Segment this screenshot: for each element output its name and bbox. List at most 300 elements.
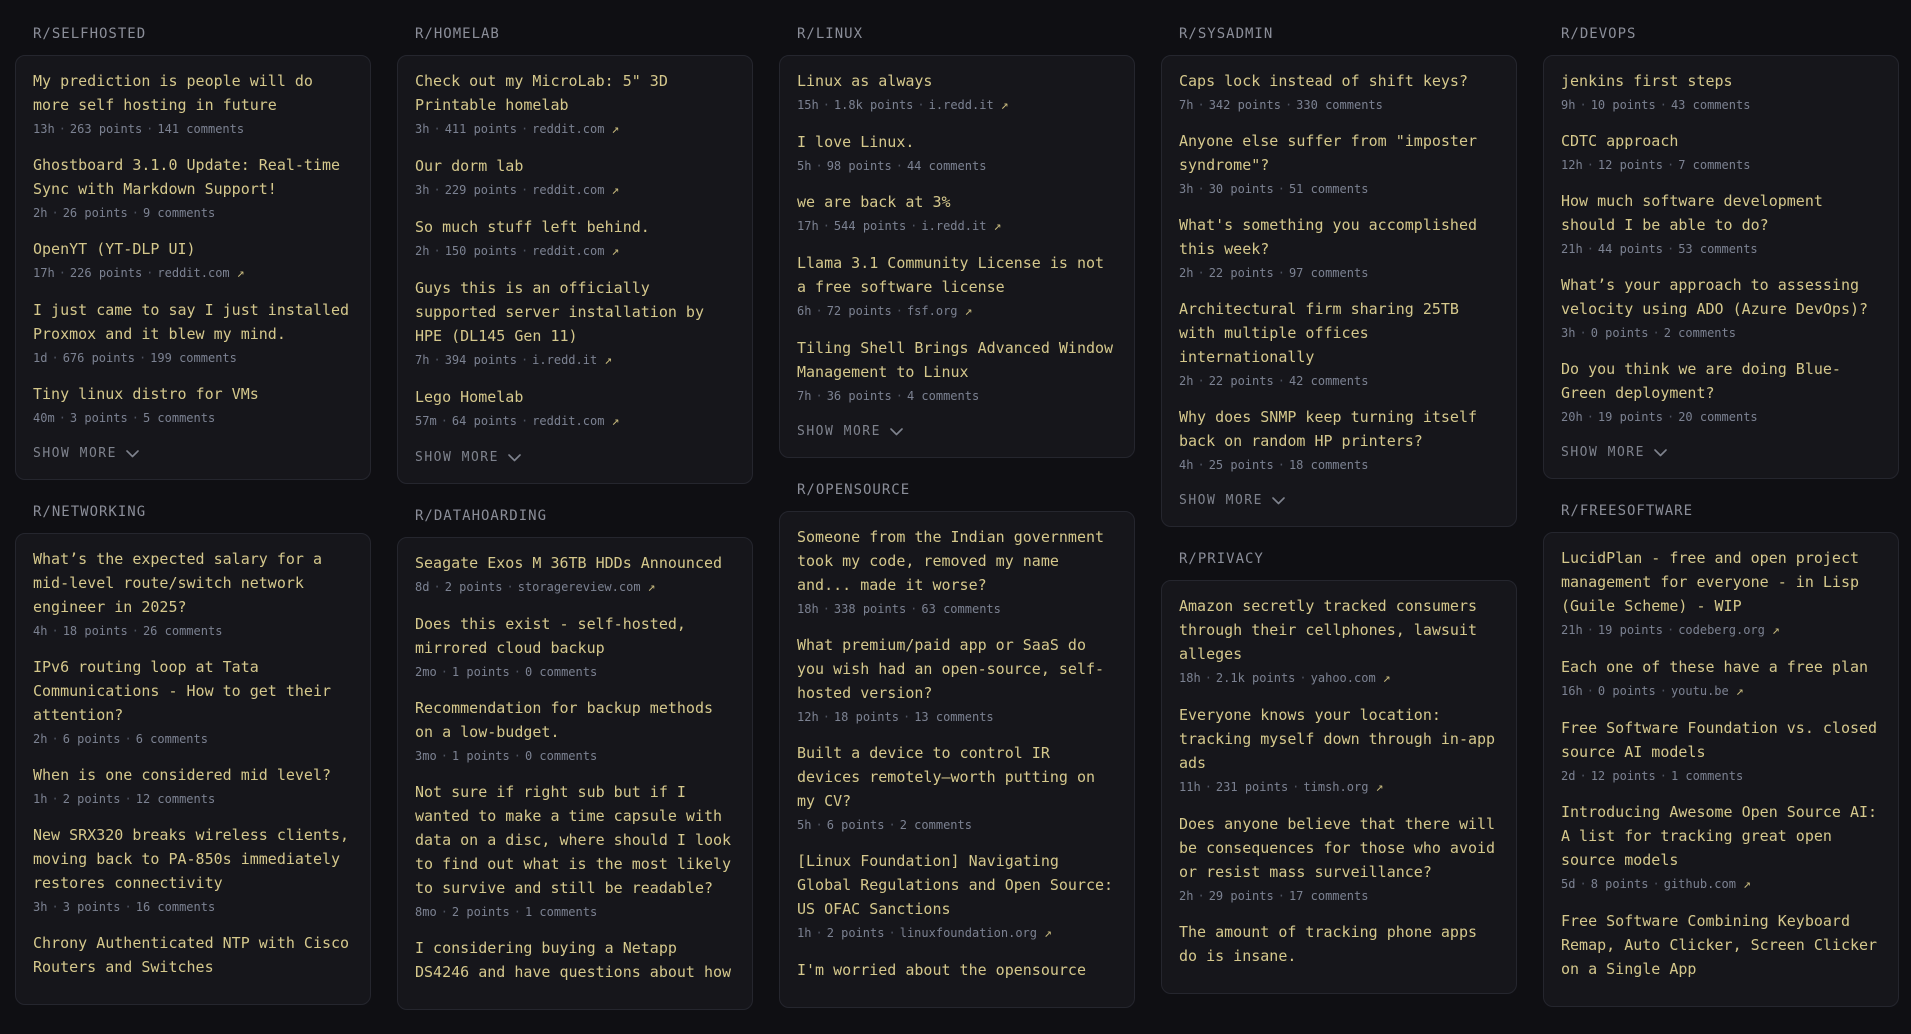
- post-title[interactable]: Anyone else suffer from "imposter syndrome"?: [1179, 132, 1478, 174]
- meta-separator: ·: [1197, 458, 1205, 472]
- post-domain-link[interactable]: reddit.com: [532, 122, 605, 136]
- external-link-icon: ↗: [647, 580, 656, 595]
- post-points: 2 points: [444, 580, 503, 594]
- post-comments-link[interactable]: 141 comments: [157, 122, 245, 136]
- post-points: 2.1k points: [1215, 671, 1296, 685]
- post-age: 17h: [33, 266, 55, 280]
- post-title[interactable]: Does this exist - self-hosted, mirrored cloud backup: [415, 615, 686, 657]
- post-title[interactable]: OpenYT (YT-DLP UI): [33, 240, 196, 258]
- post-title[interactable]: Does anyone believe that there will be consequences for those who avoid or resist mass surveillance?: [1179, 815, 1496, 881]
- post-comments-link[interactable]: 18 comments: [1288, 458, 1369, 472]
- post-meta: [797, 921, 1117, 946]
- post-meta: [415, 575, 735, 600]
- post: [1561, 716, 1881, 788]
- show-more-label: SHOW MORE: [1561, 445, 1645, 460]
- post-meta: [1179, 369, 1499, 393]
- external-link-icon: ↗: [1735, 684, 1744, 699]
- post-comments-link[interactable]: 13 comments: [914, 710, 994, 724]
- meta-separator: ·: [815, 926, 823, 940]
- post-points: 30 points: [1208, 182, 1274, 196]
- post-domain-link[interactable]: linuxfoundation.org: [899, 926, 1037, 940]
- meta-separator: ·: [917, 98, 925, 112]
- meta-separator: ·: [1299, 671, 1307, 685]
- meta-separator: ·: [131, 206, 139, 220]
- post-title[interactable]: When is one considered mid level?: [33, 766, 332, 784]
- meta-separator: ·: [433, 244, 441, 258]
- meta-separator: ·: [1204, 671, 1212, 685]
- post-age: 4h: [33, 624, 48, 638]
- external-link-icon: ↗: [1742, 877, 1751, 892]
- post-comments-link[interactable]: 0 comments: [524, 665, 598, 679]
- post-age: 1h: [33, 792, 48, 806]
- meta-separator: ·: [1197, 374, 1205, 388]
- post: [415, 696, 735, 768]
- meta-separator: ·: [124, 900, 132, 914]
- post-title[interactable]: Everyone knows your location: tracking myself down through in-app ads: [1179, 706, 1496, 772]
- post-age: 20h: [1561, 410, 1583, 424]
- post-title[interactable]: IPv6 routing loop at Tata Communications - How to get their attention?: [33, 658, 332, 724]
- post-title[interactable]: Our dorm lab: [415, 157, 524, 175]
- post-points: 544 points: [833, 219, 907, 233]
- subreddit-section: [397, 26, 753, 484]
- post: [797, 336, 1117, 408]
- post-age: 11h: [1179, 780, 1201, 794]
- meta-separator: ·: [910, 602, 918, 616]
- post-age: 18h: [1179, 671, 1201, 685]
- meta-separator: ·: [1659, 98, 1667, 112]
- post-title[interactable]: Why does SNMP keep turning itself back on random HP printers?: [1179, 408, 1478, 450]
- post-meta: [1179, 453, 1499, 477]
- post-title[interactable]: Ghostboard 3.1.0 Update: Real-time Sync with Markdown Support!: [33, 156, 341, 198]
- meta-separator: ·: [146, 122, 154, 136]
- show-more-label: SHOW MORE: [797, 424, 881, 439]
- post: [1179, 129, 1499, 201]
- post-title[interactable]: What premium/paid app or SaaS do you wish had an open-source, self-hosted version?: [797, 636, 1105, 702]
- post-points: 1 points: [451, 749, 510, 763]
- meta-separator: ·: [58, 266, 66, 280]
- meta-separator: ·: [895, 304, 903, 318]
- post-title[interactable]: Guys this is an officially supported server installation by HPE (DL145 Gen 11): [415, 279, 704, 345]
- meta-separator: ·: [1277, 889, 1285, 903]
- post: [1179, 703, 1499, 800]
- post-title[interactable]: Linux as always: [797, 72, 933, 90]
- chevron-down-icon: [890, 428, 903, 436]
- post-comments-link[interactable]: 2 comments: [1663, 326, 1736, 340]
- post-title[interactable]: The amount of tracking phone apps do is insane.: [1179, 923, 1478, 965]
- post-title[interactable]: [Linux Foundation] Navigating Global Regulations and Open Source: US OFAC Sanctions: [797, 852, 1114, 918]
- post-comments-link[interactable]: 6 comments: [135, 732, 208, 746]
- post-meta: [1561, 618, 1881, 643]
- post-comments-link[interactable]: 5 comments: [142, 411, 216, 425]
- show-more-label: SHOW MORE: [33, 446, 117, 461]
- post-comments-link[interactable]: 330 comments: [1296, 98, 1383, 112]
- post-age: 2h: [1179, 266, 1194, 280]
- post-title[interactable]: So much stuff left behind.: [415, 218, 650, 236]
- post-title[interactable]: I just came to say I just installed Proxmox and it blew my mind.: [33, 301, 350, 343]
- feed-column: [779, 26, 1135, 1032]
- meta-separator: ·: [895, 389, 903, 403]
- post: [1561, 546, 1881, 643]
- subreddit-section: [1161, 26, 1517, 527]
- post-title[interactable]: Do you think we are doing Blue-Green deployment?: [1561, 360, 1841, 402]
- meta-separator: ·: [51, 206, 59, 220]
- post-points: 8 points: [1590, 877, 1649, 891]
- post-domain-link[interactable]: storagereview.com: [517, 580, 641, 594]
- post: [33, 823, 353, 919]
- post-points: 394 points: [444, 353, 517, 367]
- post-meta: [1179, 261, 1499, 285]
- subreddit-header: R/LINUX: [797, 26, 864, 42]
- post-card: [1543, 55, 1899, 479]
- post-meta: [797, 813, 1117, 837]
- external-link-icon: ↗: [1382, 671, 1391, 686]
- post-domain-link[interactable]: youtu.be: [1670, 684, 1729, 698]
- post-title[interactable]: Recommendation for backup methods on a low-budget.: [415, 699, 714, 741]
- meta-separator: ·: [513, 749, 521, 763]
- post-title[interactable]: I love Linux.: [797, 133, 915, 151]
- post-title[interactable]: LucidPlan - free and open project management for everyone - in Lisp (Guile Scheme) - WIP: [1561, 549, 1860, 615]
- post: [797, 69, 1117, 118]
- meta-separator: ·: [815, 159, 823, 173]
- meta-separator: ·: [888, 818, 896, 832]
- post-title[interactable]: What’s your approach to assessing velocity using ADO (Azure DevOps)?: [1561, 276, 1869, 318]
- post-points: 26 points: [62, 206, 128, 220]
- meta-separator: ·: [440, 905, 448, 919]
- post: [33, 655, 353, 751]
- post-meta: [1179, 884, 1499, 908]
- post-meta: [1179, 177, 1499, 201]
- post-domain-link[interactable]: reddit.com: [532, 244, 605, 258]
- meta-separator: ·: [815, 818, 823, 832]
- post-card: [15, 533, 371, 1005]
- post: [1561, 189, 1881, 261]
- subreddit-section: [397, 508, 753, 1010]
- post-comments-link[interactable]: 63 comments: [921, 602, 1001, 616]
- meta-separator: ·: [58, 122, 66, 136]
- post-meta: [797, 384, 1117, 408]
- post: [1179, 812, 1499, 908]
- meta-separator: ·: [1197, 889, 1205, 903]
- post-meta: [1561, 872, 1881, 897]
- post-card: [1543, 532, 1899, 1007]
- post-title[interactable]: Someone from the Indian government took my code, removed my name and... made it worse?: [797, 528, 1105, 594]
- post-domain-link[interactable]: reddit.com: [157, 266, 230, 280]
- post-title[interactable]: Tiny linux distro for VMs: [33, 385, 259, 403]
- meta-separator: ·: [124, 792, 132, 806]
- post-comments-link[interactable]: 51 comments: [1288, 182, 1369, 196]
- meta-separator: ·: [433, 580, 441, 594]
- post-domain-link[interactable]: fsf.org: [906, 304, 958, 318]
- external-link-icon: ↗: [611, 122, 620, 137]
- post-points: 6 points: [62, 732, 121, 746]
- post-meta: [33, 727, 353, 751]
- post-title[interactable]: Introducing Awesome Open Source AI: A list for tracking great open source models: [1561, 803, 1878, 869]
- post-points: 2 points: [62, 792, 121, 806]
- post-meta: [797, 705, 1117, 729]
- meta-separator: ·: [440, 749, 448, 763]
- post-card: [779, 511, 1135, 1008]
- subreddit-section: [1543, 26, 1899, 479]
- post: [797, 190, 1117, 239]
- post-age: 6h: [797, 304, 812, 318]
- post-age: 3mo: [415, 749, 437, 763]
- show-more-button[interactable]: [1179, 489, 1285, 513]
- post-comments-link[interactable]: 12 comments: [135, 792, 216, 806]
- meta-separator: ·: [433, 183, 441, 197]
- post-card: [779, 55, 1135, 458]
- meta-separator: ·: [1292, 780, 1300, 794]
- meta-separator: ·: [51, 351, 59, 365]
- post-meta: [1561, 237, 1881, 261]
- post-meta: [415, 348, 735, 373]
- post-age: 1d: [33, 351, 48, 365]
- post-points: 1 points: [451, 665, 510, 679]
- post-meta: [797, 214, 1117, 239]
- post-title[interactable]: Llama 3.1 Community License is not a free software license: [797, 254, 1105, 296]
- subreddit-header: R/HOMELAB: [415, 26, 500, 42]
- meta-separator: ·: [815, 389, 823, 403]
- subreddit-header: R/PRIVACY: [1179, 551, 1264, 567]
- post-points: 231 points: [1215, 780, 1289, 794]
- post: [1179, 213, 1499, 285]
- post-title[interactable]: New SRX320 breaks wireless clients, moving back to PA-850s immediately restores connectivity: [33, 826, 350, 892]
- post-meta: [33, 619, 353, 643]
- post-age: 2h: [33, 206, 48, 220]
- post: [415, 551, 735, 600]
- post-age: 2h: [1179, 889, 1194, 903]
- post-age: 15h: [797, 98, 819, 112]
- post-age: 3h: [415, 122, 430, 136]
- post-points: 0 points: [1590, 326, 1649, 340]
- post-age: 4h: [1179, 458, 1194, 472]
- post: [797, 130, 1117, 178]
- post-meta: [415, 117, 735, 142]
- post-domain-link[interactable]: reddit.com: [532, 414, 605, 428]
- post-card: [397, 537, 753, 1010]
- post-comments-link[interactable]: 4 comments: [906, 389, 980, 403]
- post-meta: [1561, 679, 1881, 704]
- post: [797, 525, 1117, 621]
- post-meta: [797, 154, 1117, 178]
- meta-separator: ·: [1586, 158, 1594, 172]
- post-card: [15, 55, 371, 480]
- post-age: 17h: [797, 219, 819, 233]
- post-title[interactable]: What's something you accomplished this week?: [1179, 216, 1478, 258]
- post-points: 12 points: [1597, 158, 1663, 172]
- meta-separator: ·: [433, 353, 441, 367]
- post-meta: [1561, 153, 1881, 177]
- post-title[interactable]: Each one of these have a free plan: [1561, 658, 1869, 676]
- post-points: 44 points: [1597, 242, 1663, 256]
- show-more-button[interactable]: [1561, 441, 1667, 465]
- post-domain-link[interactable]: i.redd.it: [532, 353, 598, 367]
- post-meta: [1561, 321, 1881, 345]
- external-link-icon: ↗: [611, 244, 620, 259]
- post-title[interactable]: Free Software Combining Keyboard Remap, Auto Clicker, Screen Clicker on a Single App: [1561, 912, 1878, 978]
- subreddit-section: [15, 26, 371, 480]
- meta-separator: ·: [520, 183, 529, 197]
- post-meta: [33, 406, 353, 430]
- post-comments-link[interactable]: 2 comments: [899, 818, 972, 832]
- post-title[interactable]: Seagate Exos M 36TB HDDs Announced: [415, 554, 723, 572]
- show-more-button[interactable]: [797, 420, 903, 444]
- post-title[interactable]: Tiling Shell Brings Advanced Window Management to Linux: [797, 339, 1114, 381]
- post-title[interactable]: What’s the expected salary for a mid-level route/switch network engineer in 2025?: [33, 550, 322, 616]
- post-domain-link[interactable]: i.redd.it: [928, 98, 994, 112]
- post-title[interactable]: jenkins first steps: [1561, 72, 1733, 90]
- meta-separator: ·: [1659, 769, 1667, 783]
- post-age: 3h: [1179, 182, 1194, 196]
- post-points: 263 points: [69, 122, 143, 136]
- post-comments-link[interactable]: 16 comments: [135, 900, 216, 914]
- post: [415, 385, 735, 434]
- post-domain-link[interactable]: i.redd.it: [921, 219, 987, 233]
- post: [33, 382, 353, 430]
- post-comments-link[interactable]: 42 comments: [1288, 374, 1369, 388]
- meta-separator: ·: [895, 159, 903, 173]
- post-age: 8mo: [415, 905, 437, 919]
- meta-separator: ·: [58, 411, 66, 425]
- subreddit-header: R/DEVOPS: [1561, 26, 1637, 42]
- meta-separator: ·: [1579, 326, 1587, 340]
- meta-separator: ·: [51, 900, 59, 914]
- post-comments-link[interactable]: 199 comments: [150, 351, 237, 365]
- post-title[interactable]: Built a device to control IR devices remotely—worth putting on my CV?: [797, 744, 1096, 810]
- show-more-button[interactable]: [33, 442, 139, 466]
- meta-separator: ·: [1586, 684, 1594, 698]
- post-title[interactable]: Chrony Authenticated NTP with Cisco Routers and Switches: [33, 934, 350, 976]
- post-domain-link[interactable]: timsh.org: [1303, 780, 1369, 794]
- meta-separator: ·: [1284, 98, 1293, 112]
- subreddit-header: R/FREESOFTWARE: [1561, 503, 1694, 519]
- post-meta: [415, 900, 735, 924]
- post-domain-link[interactable]: yahoo.com: [1310, 671, 1376, 685]
- post: [33, 763, 353, 811]
- post-domain-link[interactable]: codeberg.org: [1678, 623, 1765, 637]
- post-comments-link[interactable]: 20 comments: [1678, 410, 1758, 424]
- post-comments-link[interactable]: 43 comments: [1670, 98, 1751, 112]
- post-age: 7h: [1179, 98, 1194, 112]
- post-points: 0 points: [1597, 684, 1656, 698]
- subreddit-header: R/SELFHOSTED: [33, 26, 147, 42]
- meta-separator: ·: [1277, 182, 1285, 196]
- post-title[interactable]: we are back at 3%: [797, 193, 951, 211]
- meta-separator: ·: [1586, 242, 1594, 256]
- post-comments-link[interactable]: 53 comments: [1678, 242, 1758, 256]
- post-title[interactable]: Check out my MicroLab: 5" 3D Printable homelab: [415, 72, 668, 114]
- meta-separator: ·: [1277, 374, 1285, 388]
- post-age: 2h: [1179, 374, 1194, 388]
- post-title[interactable]: Amazon secretly tracked consumers through their cellphones, lawsuit alleges: [1179, 597, 1478, 663]
- post-comments-link[interactable]: 26 comments: [142, 624, 223, 638]
- chevron-down-icon: [126, 450, 139, 458]
- post: [415, 69, 735, 142]
- post-comments-link[interactable]: 1 comments: [1670, 769, 1744, 783]
- meta-separator: ·: [131, 411, 139, 425]
- post-meta: [415, 660, 735, 684]
- post-comments-link[interactable]: 44 comments: [906, 159, 987, 173]
- post-age: 16h: [1561, 684, 1583, 698]
- post: [1561, 800, 1881, 897]
- post-comments-link[interactable]: 97 comments: [1288, 266, 1369, 280]
- post-age: 5d: [1561, 877, 1576, 891]
- post-title[interactable]: Architectural firm sharing 25TB with multiple offices internationally: [1179, 300, 1459, 366]
- post-title[interactable]: Lego Homelab: [415, 388, 524, 406]
- post-title[interactable]: CDTC approach: [1561, 132, 1679, 150]
- post-meta: [415, 178, 735, 203]
- subreddit-section: [1543, 503, 1899, 1007]
- post-meta: [33, 346, 353, 370]
- post-title[interactable]: Not sure if right sub but if I wanted to make a time capsule with data on a disc, where should I look to find out what is the most likely to survive and still be readable?: [415, 783, 732, 897]
- post-meta: [33, 117, 353, 141]
- post-meta: [1561, 93, 1881, 117]
- post: [415, 780, 735, 924]
- post: [415, 276, 735, 373]
- post-meta: [415, 744, 735, 768]
- post-points: 18 points: [62, 624, 128, 638]
- subreddit-section: [1161, 551, 1517, 994]
- post-comments-link[interactable]: 9 comments: [142, 206, 216, 220]
- feed-column: [1161, 26, 1517, 1018]
- external-link-icon: ↗: [604, 353, 613, 368]
- post-age: 5h: [797, 818, 812, 832]
- post-title[interactable]: I'm worried about the opensource: [797, 961, 1086, 979]
- post-age: 18h: [797, 602, 819, 616]
- post-title[interactable]: I considering buying a Netapp DS4246 and have questions about how: [415, 939, 732, 981]
- post-meta: [1179, 775, 1499, 800]
- post-comments-link[interactable]: 7 comments: [1678, 158, 1751, 172]
- post-points: 29 points: [1208, 889, 1274, 903]
- meta-separator: ·: [520, 244, 529, 258]
- post-points: 2 points: [826, 926, 885, 940]
- post-points: 12 points: [1590, 769, 1656, 783]
- post-age: 9h: [1561, 98, 1576, 112]
- post-age: 40m: [33, 411, 55, 425]
- subreddit-header: R/NETWORKING: [33, 504, 147, 520]
- post-meta: [1561, 405, 1881, 429]
- post-points: 22 points: [1208, 266, 1274, 280]
- post-meta: [33, 895, 353, 919]
- meta-separator: ·: [1659, 684, 1667, 698]
- meta-separator: ·: [131, 624, 139, 638]
- post-comments-link[interactable]: 0 comments: [524, 749, 598, 763]
- meta-separator: ·: [1197, 182, 1205, 196]
- meta-separator: ·: [1197, 266, 1205, 280]
- post-comments-link[interactable]: 1 comments: [524, 905, 598, 919]
- post-comments-link[interactable]: 17 comments: [1288, 889, 1369, 903]
- post-domain-link[interactable]: github.com: [1663, 877, 1736, 891]
- post-points: 338 points: [833, 602, 907, 616]
- post-points: 10 points: [1590, 98, 1656, 112]
- post-title[interactable]: Free Software Foundation vs. closed source AI models: [1561, 719, 1878, 761]
- meta-separator: ·: [513, 665, 521, 679]
- post-meta: [797, 299, 1117, 324]
- post-points: 18 points: [833, 710, 899, 724]
- post-title[interactable]: My prediction is people will do more self hosting in future: [33, 72, 313, 114]
- post-points: 676 points: [62, 351, 135, 365]
- post: [797, 849, 1117, 946]
- show-more-button[interactable]: [415, 446, 521, 470]
- post-title[interactable]: Caps lock instead of shift keys?: [1179, 72, 1468, 90]
- meta-separator: ·: [888, 926, 896, 940]
- meta-separator: ·: [513, 905, 521, 919]
- post: [1561, 357, 1881, 429]
- external-link-icon: ↗: [964, 304, 973, 319]
- post-meta: [415, 239, 735, 264]
- post-domain-link[interactable]: reddit.com: [532, 183, 605, 197]
- post-title[interactable]: How much software development should I be able to do?: [1561, 192, 1823, 234]
- external-link-icon: ↗: [1044, 926, 1052, 941]
